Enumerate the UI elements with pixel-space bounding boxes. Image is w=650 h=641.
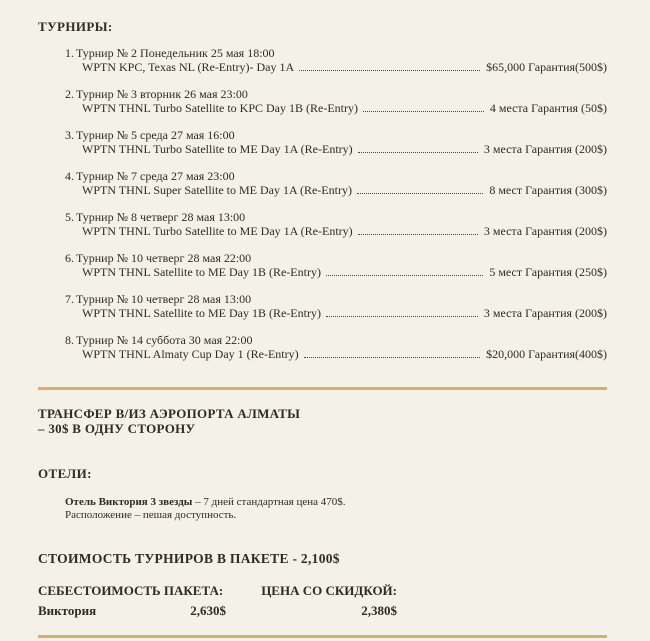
tournament-guarantee: $20,000 Гарантия(400$) [486, 346, 607, 361]
cost-column-header: СЕБЕСТОИМОСТЬ ПАКЕТА: [38, 583, 224, 598]
transfer-line-2: – 30$ В ОДНУ СТОРОНУ [38, 421, 196, 436]
dotted-leader [358, 152, 478, 153]
tournament-title-line [38, 47, 607, 61]
dotted-leader [299, 70, 480, 71]
tournament-detail-line [38, 225, 607, 239]
package-cost-line: СТОИМОСТЬ ТУРНИРОВ В ПАКЕТЕ - 2,100$ [38, 551, 340, 566]
transfer-heading [38, 406, 607, 436]
tournament-guarantee: 3 места Гарантия (200$) [483, 305, 607, 320]
tournament-title-line [38, 88, 607, 102]
tournament-title: Турнир № 7 среда 27 мая 23:00 [76, 169, 235, 183]
tournament-item [38, 47, 607, 74]
tournament-title: Турнир № 10 четверг 28 мая 13:00 [76, 292, 252, 306]
tournament-title-line [38, 293, 607, 307]
tournament-title: Турнир № 8 четверг 28 мая 13:00 [76, 210, 246, 224]
discount-value: 2,380$ [361, 603, 397, 618]
tournament-title-line [38, 252, 607, 266]
tournament-item [38, 88, 607, 115]
tournament-detail-line [38, 61, 607, 75]
tournament-detail-line [38, 266, 607, 280]
tournament-item [38, 334, 607, 361]
tournament-number: 5. [65, 210, 74, 224]
hotel-location-text: Расположение – пешая доступность. [65, 508, 237, 521]
tournament-guarantee: 3 места Гарантия (200$) [483, 223, 607, 238]
tournament-detail-line [38, 307, 607, 321]
tournament-description: WPTN THNL Turbo Satellite to KPC Day 1B (Re-Entry) [82, 100, 358, 115]
dotted-leader [326, 275, 483, 276]
tournament-guarantee: 8 мест Гарантия (300$) [489, 182, 607, 197]
tournament-description: WPTN THNL Satellite to ME Day 1B (Re-Entry) [82, 305, 321, 320]
dotted-leader [326, 316, 478, 317]
tournament-guarantee: $65,000 Гарантия(500$) [486, 59, 607, 74]
tournament-detail-line [38, 143, 607, 157]
tournament-item [38, 293, 607, 320]
tournament-title: Турнир № 14 суббота 30 мая 22:00 [76, 333, 253, 347]
tournament-guarantee: 3 места Гарантия (200$) [483, 141, 607, 156]
tournament-description: WPTN THNL Almaty Cup Day 1 (Re-Entry) [82, 346, 299, 361]
tournament-description: WPTN THNL Super Satellite to ME Day 1A (Re-Entry) [82, 182, 352, 197]
tournament-title-line [38, 170, 607, 184]
tournament-title: Турнир № 2 Понедельник 25 мая 18:00 [76, 46, 275, 60]
tournament-number: 3. [65, 128, 74, 142]
pricing-row [38, 603, 226, 618]
tournaments-heading: ТУРНИРЫ: [38, 19, 113, 34]
tournament-detail-line [38, 184, 607, 198]
hotel-row-label: Виктория [38, 603, 97, 618]
cost-value: 2,630$ [190, 603, 226, 618]
tournament-item [38, 252, 607, 279]
hotel-price-line [65, 496, 607, 509]
tournament-number: 6. [65, 251, 74, 265]
hotel-info [38, 496, 607, 521]
dotted-leader [357, 193, 483, 194]
section-divider-bottom [38, 635, 607, 638]
tournament-guarantee: 4 места Гарантия (50$) [489, 100, 607, 115]
tournament-title-line [38, 334, 607, 348]
tournament-title: Турнир № 5 среда 27 мая 16:00 [76, 128, 235, 142]
tournament-list [38, 47, 607, 361]
tournament-detail-line [38, 348, 607, 362]
dotted-leader [363, 111, 484, 112]
tournament-item [38, 170, 607, 197]
hotels-heading: ОТЕЛИ: [38, 466, 92, 481]
discount-column-header: ЦЕНА СО СКИДКОЙ: [261, 583, 397, 598]
tournament-title: Турнир № 10 четверг 28 мая 22:00 [76, 251, 252, 265]
tournament-description: WPTN THNL Turbo Satellite to ME Day 1A (Re-Entry) [82, 141, 353, 156]
tournament-description: WPTN KPC, Texas NL (Re-Entry)- Day 1A [82, 59, 295, 74]
tournament-number: 2. [65, 87, 74, 101]
tournament-item [38, 129, 607, 156]
dotted-leader [304, 357, 480, 358]
transfer-line-1: ТРАНСФЕР В/ИЗ АЭРОПОРТА АЛМАТЫ [38, 406, 301, 421]
section-divider-top [38, 387, 607, 390]
tournament-number: 4. [65, 169, 74, 183]
tournament-number: 1. [65, 46, 74, 60]
tournament-title-line [38, 129, 607, 143]
tournament-title: Турнир № 3 вторник 26 мая 23:00 [76, 87, 248, 101]
dotted-leader [358, 234, 478, 235]
tournament-item [38, 211, 607, 238]
hotel-price-text: – 7 дней стандартная цена 470$. [192, 496, 346, 508]
hotel-name: Отель Виктория 3 звезды [65, 496, 193, 508]
tournament-description: WPTN THNL Turbo Satellite to ME Day 1A (Re-Entry) [82, 223, 353, 238]
pricing-table [38, 583, 607, 618]
tournament-number: 8. [65, 333, 74, 347]
tournament-guarantee: 5 мест Гарантия (250$) [489, 264, 607, 279]
tournament-number: 7. [65, 292, 74, 306]
tournament-description: WPTN THNL Satellite to ME Day 1B (Re-Entry) [82, 264, 321, 279]
tournament-title-line [38, 211, 607, 225]
tournament-detail-line [38, 102, 607, 116]
